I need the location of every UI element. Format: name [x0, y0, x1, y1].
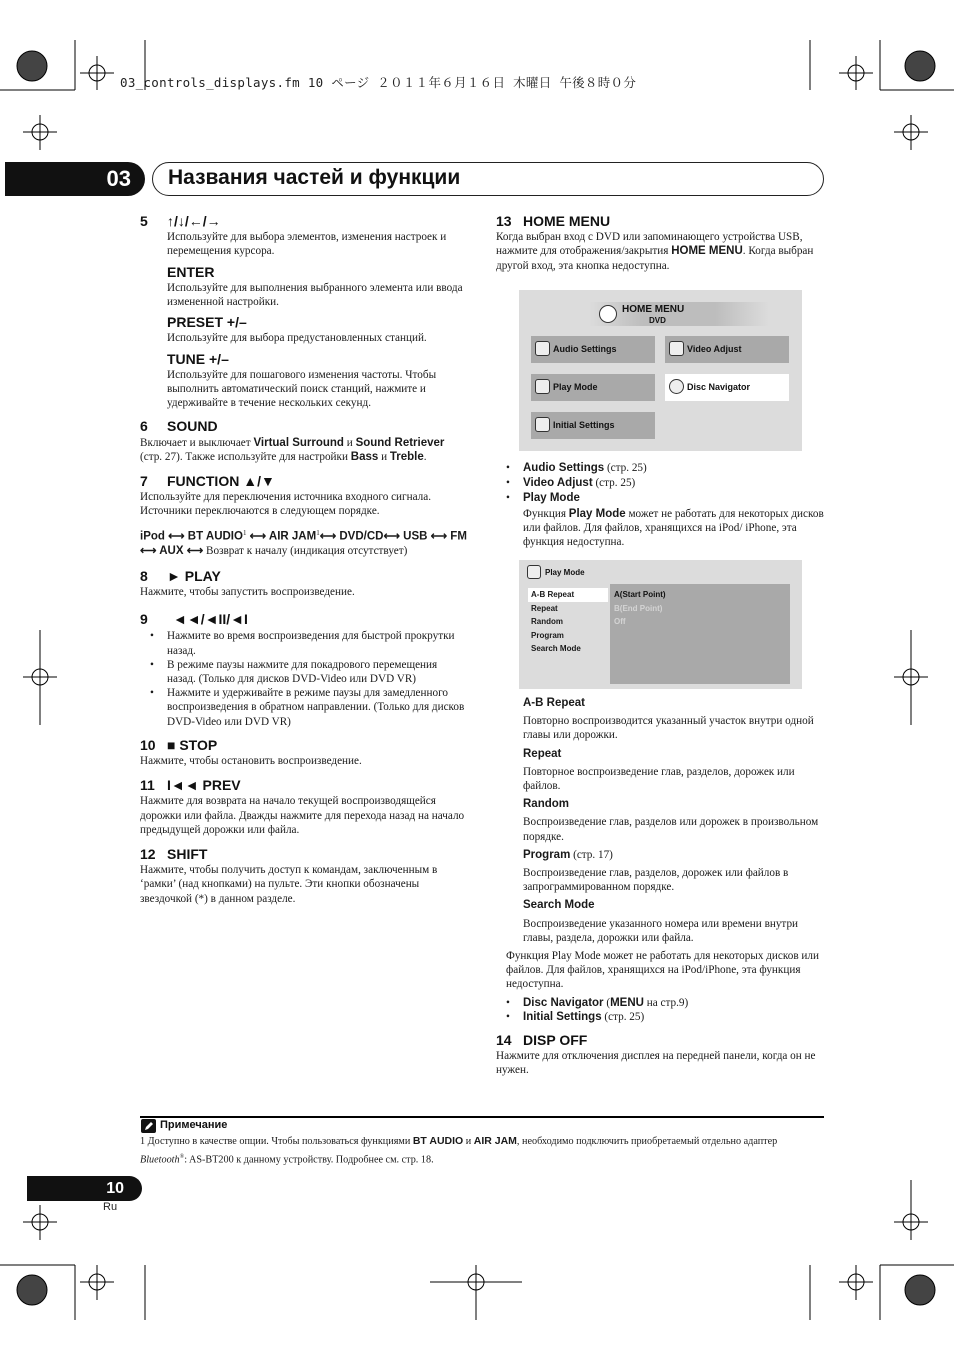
bullet-disc-navigator: • Disc Navigator (MENU на стр.9)	[496, 996, 824, 1010]
section-11-heading: 11 I◄◄ PREV	[140, 777, 241, 794]
play-mode-item[interactable]: Search Mode	[531, 644, 581, 654]
chapter-number: 03	[5, 162, 145, 196]
play-mode-descriptions	[496, 696, 824, 1078]
chapter-title: Названия частей и функции	[168, 166, 461, 189]
section-7-sequence: iPod ⟷ BT AUDIO$^1$ ⟷ AIR JAM$^1$⟷ DVD/CD⟷ USB ⟷ FM ⟷ AUX ⟷ Возврат к началу (индикация отсутствует)	[140, 528, 467, 557]
section-10-heading: 10 ■ STOP	[140, 736, 218, 753]
play-mode-text: Функция Play Mode может не работать для некоторых дисков или файлов. Для файлов, хранящихся на iPod/ iPhone, эта функция недоступна.	[523, 507, 824, 549]
monitor-icon	[669, 341, 684, 356]
section-6-heading: 6 SOUND	[140, 418, 218, 435]
program-text: Воспроизведение глав, разделов, дорожек или файлов в запрограммированном порядке.	[523, 867, 789, 894]
section-13-heading: 13 HOME MENU	[496, 213, 611, 229]
section-9-bullet: • Нажмите во время воспроизведения для быстрой прокрутки назад.	[140, 629, 468, 657]
note-icon	[141, 1119, 156, 1133]
play-mode-item[interactable]: Program	[531, 630, 564, 640]
section-9-bullet: • В режиме паузы нажмите для покадрового перемещения назад. (Только для дисков DVD-Video или DVD VR)	[140, 658, 468, 686]
section-5-heading: 5 ↑/↓/←/→	[140, 213, 221, 229]
section-7-text: Используйте для переключения источника входного сигнала. Источники переключаются в следующем порядке.	[140, 491, 432, 518]
disc-navigator-icon	[669, 379, 684, 394]
play-mode-item[interactable]: A-B Repeat	[528, 588, 608, 602]
section-14-text: Нажмите для отключения дисплея на передней панели, когда он не нужен.	[496, 1050, 816, 1077]
home-menu-audio-settings[interactable]: Audio Settings	[531, 336, 655, 363]
home-menu-screen	[519, 290, 802, 451]
play-mode-value[interactable]: A(Start Point)	[614, 590, 666, 599]
enter-text: Используйте для выполнения выбранного элемента или ввода измененной настройки.	[167, 281, 463, 309]
note-divider	[140, 1116, 824, 1118]
home-menu-initial-settings[interactable]: Initial Settings	[531, 412, 655, 439]
page-language: Ru	[103, 1201, 118, 1213]
section-13-text: Когда выбран вход с DVD или запоминающего устройства USB, нажмите для отображения/закрытия HOME MENU. Когда выбран другой вход, эта кнопка недоступна.	[496, 231, 814, 272]
repeat-text: Повторное воспроизведение глав, разделов, дорожек или файлов.	[523, 765, 795, 793]
program-heading: Program (стр. 17)	[523, 848, 613, 861]
play-mode-note: Функция Play Mode может не работать для некоторых дисков или файлов. Для файлов, хранящихся на iPod/iPhone, эта функция недоступна.	[506, 950, 819, 991]
play-mode-item[interactable]: Random	[531, 617, 563, 627]
disc-icon	[599, 305, 617, 323]
section-10-text: Нажмите, чтобы остановить воспроизведение.	[140, 755, 362, 768]
page-number: 10	[27, 1176, 142, 1201]
repeat-heading: Repeat	[523, 747, 562, 760]
bullet-audio-settings: • Audio Settings (стр. 25)	[496, 461, 824, 475]
play-mode-values	[610, 584, 790, 684]
note-label: Примечание	[160, 1119, 228, 1131]
play-mode-value[interactable]: B(End Point)	[614, 603, 663, 613]
left-column	[140, 214, 468, 906]
random-heading: Random	[523, 798, 569, 811]
section-5-text: Используйте для выбора элементов, изменения настроек и перемещения курсора.	[167, 231, 447, 258]
bullet-play-mode: • Play Mode	[496, 491, 824, 505]
enter-heading: ENTER	[167, 263, 215, 280]
note-text: 1 Доступно в качестве опции. Чтобы пользоваться функциями BT AUDIO и AIR JAM, необходимо подключить приобретаемый отдельно адаптер Bluetooth®: AS-BT200 к данному устройству. Подробнее см. стр. 18.	[140, 1135, 778, 1165]
play-mode-list	[528, 588, 608, 656]
section-7-heading: 7 FUNCTION ▲/▼	[140, 473, 275, 490]
play-mode-icon	[535, 379, 550, 394]
random-text: Воспроизведение глав, разделов или дорожек в произвольном порядке.	[523, 816, 819, 843]
section-9-bullet: • Нажмите и удерживайте в режиме паузы для замедленного воспроизведения в обратном направлении. (Только для дисков DVD-Video или DVD VR)	[140, 686, 468, 729]
play-mode-title: Play Mode	[545, 568, 585, 577]
bullet-video-adjust: • Video Adjust (стр. 25)	[496, 476, 824, 490]
home-menu-subtitle: DVD	[649, 316, 666, 325]
play-mode-screen	[519, 560, 802, 689]
search-mode-text: Воспроизведение указанного номера или времени внутри главы, раздела, дорожки или файла.	[523, 917, 799, 944]
right-column	[496, 214, 824, 273]
search-mode-heading: Search Mode	[523, 899, 595, 912]
ab-repeat-text: Повторно воспроизводится указанный участок внутри одной главы или дорожки.	[523, 715, 814, 742]
section-8-heading: 8 ► PLAY	[140, 567, 221, 584]
play-mode-icon	[527, 565, 541, 579]
preset-text: Используйте для выбора предустановленных станций.	[167, 332, 427, 345]
ab-repeat-heading: A-B Repeat	[523, 697, 585, 709]
tune-heading: TUNE +/–	[167, 350, 229, 367]
pencil-icon	[141, 1119, 156, 1133]
settings-icon	[535, 417, 550, 432]
home-menu-title: HOME MENU	[622, 304, 685, 315]
home-menu-video-adjust[interactable]: Video Adjust	[665, 336, 789, 363]
home-menu-play-mode[interactable]: Play Mode	[531, 374, 655, 401]
section-12-heading: 12 SHIFT	[140, 846, 208, 863]
section-6-text: Включает и выключает Virtual Surround и Sound Retriever (стр. 27). Также используйте для настройки Bass и Treble.	[140, 436, 445, 463]
print-header: 03_controls_displays.fm 10 ページ ２０１１年６月１６日 木曜日 午後８時０分	[120, 75, 637, 90]
preset-heading: PRESET +/–	[167, 314, 247, 331]
section-12-text: Нажмите, чтобы получить доступ к командам, заключенным в ‘рамки’ (над кнопками) на пульте. Эти кнопки обозначены звездочкой (*) в данном разделе.	[140, 864, 438, 905]
home-menu-disc-navigator[interactable]: Disc Navigator	[665, 374, 789, 401]
section-11-text: Нажмите для возврата на начало текущей воспроизводящейся дорожки или файла. Дважды нажмите для перехода назад на начало предыдущей дорожки или файла.	[140, 795, 465, 836]
speaker-icon	[535, 341, 550, 356]
section-9-heading: 9 ◄◄/◄II/◄I	[140, 611, 248, 628]
play-mode-item[interactable]: Repeat	[531, 603, 558, 613]
tune-text: Используйте для пошагового изменения частоты. Чтобы выполнить автоматический поиск станций, нажмите и удерживайте в течение нескольких секунд.	[167, 368, 437, 410]
section-8-text: Нажмите, чтобы запустить воспроизведение.	[140, 586, 355, 598]
section-14-heading: 14 DISP OFF	[496, 1032, 588, 1049]
home-menu-items	[496, 461, 824, 549]
play-mode-value[interactable]: Off	[614, 617, 626, 627]
bullet-initial-settings: • Initial Settings (стр. 25)	[496, 1010, 824, 1024]
